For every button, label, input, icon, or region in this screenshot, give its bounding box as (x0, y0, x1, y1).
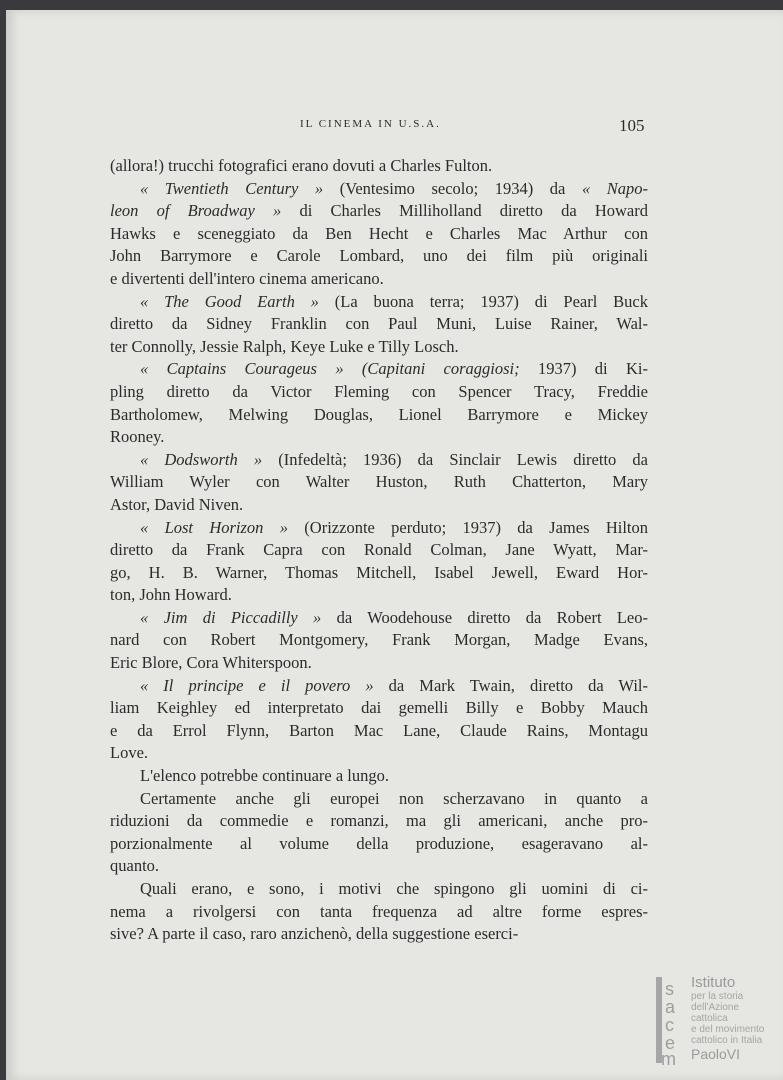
text-segment: (Orizzonte perduto; 1937) da James Hilton (287, 517, 648, 537)
isacem-watermark (655, 975, 775, 1067)
film-title: « Lost Horizon » (140, 517, 288, 537)
text-segment: quanto. (110, 856, 160, 876)
film-title: « Captains Courageus » (Capitani coraggiosi; (140, 359, 520, 379)
text-line (110, 336, 648, 359)
text-segment: 1937) di Ki- (519, 359, 648, 379)
text-line (110, 652, 648, 675)
text-line (110, 471, 648, 494)
text-segment: Hawks e sceneggiato da Ben Hecht e Charles Mac Arthur con (110, 223, 648, 243)
text-segment: ter Connolly, Jessie Ralph, Keye Luke e Tilly Losch. (110, 336, 459, 356)
running-title: IL CINEMA IN U.S.A. (300, 118, 441, 130)
text-segment: nema a rivolgersi con tanta frequenza ad altre forme espres- (110, 901, 648, 921)
page-number: 105 (619, 116, 645, 135)
text-segment: ton, John Howard. (110, 585, 232, 605)
text-line (110, 562, 648, 585)
text-segment: pling diretto da Victor Fleming con Spencer Tracy, Freddie (110, 381, 648, 401)
text-line (110, 765, 648, 788)
text-line (110, 584, 648, 607)
text-segment: Astor, David Niven. (110, 494, 244, 514)
text-segment: liam Keighley ed interpretato dai gemelli Billy e Bobby Mauch (110, 698, 648, 718)
text-segment: da Woodehouse diretto da Robert Leo- (321, 607, 649, 627)
text-line (110, 245, 648, 268)
text-line (110, 268, 648, 291)
text-segment: Rooney. (110, 427, 165, 447)
text-line (110, 381, 648, 404)
isacem-logo-text (691, 975, 775, 1062)
text-segment: (Infedeltà; 1936) da Sinclair Lewis diretto da (262, 449, 648, 469)
text-line (110, 449, 648, 472)
text-segment: William Wyler con Walter Huston, Ruth Chatterton, Mary (110, 472, 648, 492)
text-segment: Certamente anche gli europei non scherzavano in quanto a (140, 788, 648, 808)
text-line (110, 901, 648, 924)
text-line (110, 539, 648, 562)
text-segment: Bartholomew, Melwing Douglas, Lionel Barrymore e Mickey (110, 404, 648, 424)
isacem-logo-mark (655, 975, 689, 1065)
text-line (110, 494, 648, 517)
svg-text:m: m (661, 1049, 676, 1065)
text-line (110, 313, 648, 336)
film-title: leon of Broadway » (110, 201, 282, 221)
text-line (110, 878, 648, 901)
text-line (110, 629, 648, 652)
page-header (0, 114, 783, 134)
text-line (110, 178, 648, 201)
svg-text:a: a (665, 997, 676, 1017)
text-segment: L'elenco potrebbe continuare a lungo. (140, 766, 389, 786)
svg-text:e: e (665, 1033, 676, 1053)
svg-text:s: s (665, 979, 674, 999)
logo-line: dell'Azione cattolica (691, 1002, 740, 1024)
text-segment: sive? A parte il caso, raro anzichenò, della suggestione eserci- (110, 924, 519, 944)
text-line (110, 923, 648, 946)
text-line (110, 855, 648, 878)
text-line (110, 200, 648, 223)
text-segment: John Barrymore e Carole Lombard, uno dei film più originali (110, 246, 648, 266)
text-line (110, 607, 648, 630)
text-segment: porzionalmente al volume della produzione, esageravano al- (110, 833, 648, 853)
film-title: « Jim di Piccadilly » (140, 607, 322, 627)
text-segment: (Ventesimo secolo; 1934) da (323, 178, 582, 198)
text-line (110, 358, 648, 381)
text-segment: (allora!) trucchi fotografici erano dovuti a Charles Fulton. (110, 156, 493, 175)
logo-line: per la storia (691, 991, 744, 1002)
text-line (110, 517, 648, 540)
body-text (110, 155, 648, 946)
text-segment: e da Errol Flynn, Barton Mac Lane, Claude Rains, Montagu (110, 720, 648, 740)
text-line (110, 291, 648, 314)
text-segment: (La buona terra; 1937) di Pearl Buck (318, 291, 648, 311)
text-segment: Quali erano, e sono, i motivi che spingono gli uomini di ci- (140, 879, 648, 898)
text-line (110, 697, 648, 720)
text-segment: e divertenti dell'intero cinema americano. (110, 268, 384, 288)
text-line (110, 833, 648, 856)
text-segment: go, H. B. Warner, Thomas Mitchell, Isabel Jewell, Eward Hor- (110, 562, 648, 582)
text-segment: di Charles Milliholland diretto da Howard (281, 201, 648, 221)
text-line (110, 426, 648, 449)
svg-text:c: c (665, 1015, 674, 1035)
text-segment: da Mark Twain, diretto da Wil- (373, 675, 649, 695)
text-line (110, 720, 648, 743)
text-line (110, 788, 648, 811)
text-segment: diretto da Sidney Franklin con Paul Muni, Luise Rainer, Wal- (110, 314, 648, 334)
text-segment: nard con Robert Montgomery, Frank Morgan, Madge Evans, (110, 630, 648, 650)
text-segment: riduzioni da commedie e romanzi, ma gli americani, anche pro- (110, 811, 648, 831)
text-line (110, 223, 648, 246)
text-segment: diretto da Frank Capra con Ronald Colman, Jane Wyatt, Mar- (110, 540, 648, 560)
film-title: « Il principe e il povero » (140, 675, 374, 695)
film-title: « Twentieth Century » (140, 178, 324, 198)
text-line (110, 742, 648, 765)
text-segment: Eric Blore, Cora Whiterspoon. (110, 653, 312, 673)
film-title: « The Good Earth » (140, 291, 319, 311)
logo-title: Istituto (691, 974, 736, 991)
logo-line: e del movimento (691, 1024, 765, 1035)
text-line (110, 675, 648, 698)
text-segment: Love. (110, 743, 149, 763)
logo-name: PaoloVI (691, 1046, 741, 1062)
text-line (110, 810, 648, 833)
text-line (110, 404, 648, 427)
logo-line: cattolico in Italia (691, 1035, 763, 1046)
film-title: « Napo- (581, 178, 648, 198)
text-line (110, 155, 648, 178)
film-title: « Dodsworth » (140, 449, 263, 469)
